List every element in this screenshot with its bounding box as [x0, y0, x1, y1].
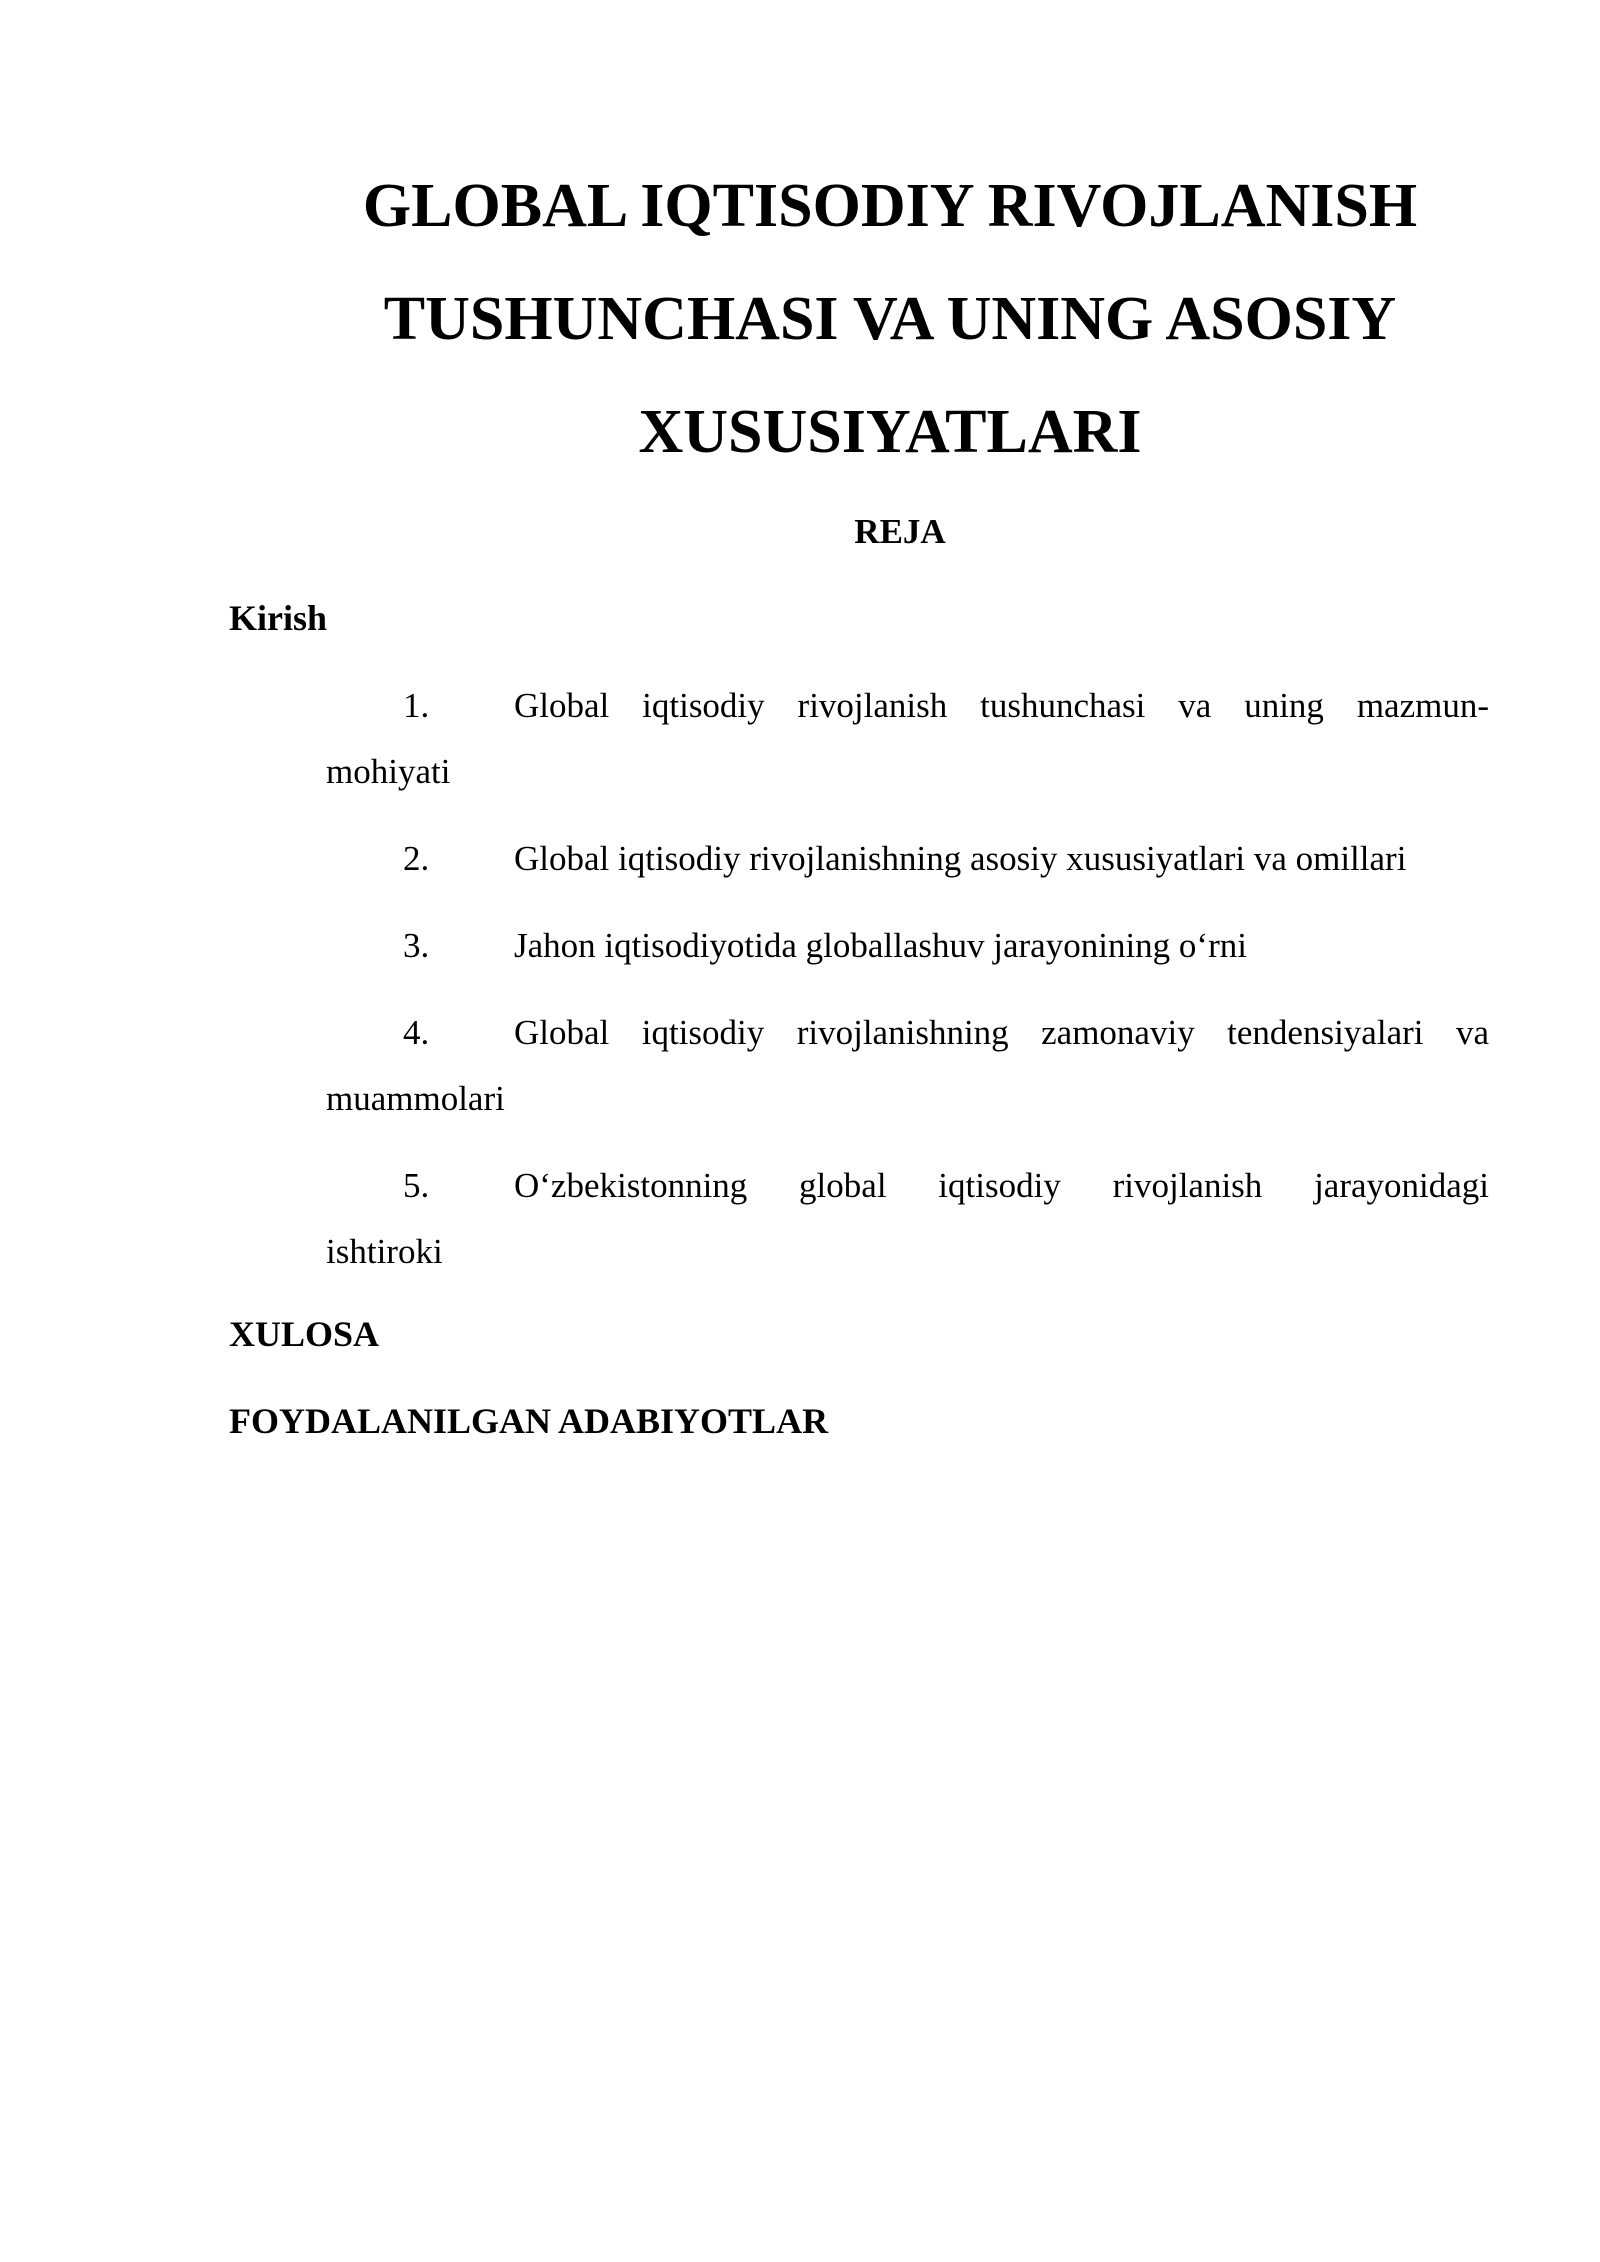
- plan-item-4: [326, 1000, 1489, 1132]
- document-title: [290, 150, 1490, 489]
- plan-item-3: [326, 913, 1489, 979]
- plan-item-text: Jahon iqtisodiyotida globallashuv jarayonining o‘rni: [514, 926, 1247, 965]
- plan-item-number: 3.: [403, 926, 430, 965]
- title-line-3: XUSUSIYATLARI: [638, 398, 1142, 466]
- plan-item-number: 5.: [403, 1166, 430, 1205]
- title-line-2: TUSHUNCHASI VA UNING ASOSIY: [383, 285, 1397, 353]
- plan-item-number: 2.: [403, 839, 430, 878]
- plan-item-2: [326, 826, 1489, 892]
- plan-item-continuation: ishtiroki: [326, 1232, 443, 1271]
- plan-item-text: Global iqtisodiy rivojlanishning zamonaviy tendensiyalari va: [514, 1013, 1489, 1052]
- plan-item-continuation: muammolari: [326, 1079, 505, 1118]
- plan-item-text: O‘zbekistonning global iqtisodiy rivojlanish jarayonidagi: [514, 1166, 1489, 1205]
- plan-item-text: Global iqtisodiy rivojlanishning asosiy xususiyatlari va omillari: [514, 839, 1407, 878]
- plan-item-number: 1.: [403, 686, 430, 725]
- title-line-1: GLOBAL IQTISODIY RIVOJLANISH: [362, 172, 1418, 240]
- intro-heading: Kirish: [229, 598, 328, 638]
- plan-item-text: Global iqtisodiy rivojlanish tushunchasi va uning mazmun-: [514, 686, 1489, 725]
- plan-item-5: [326, 1153, 1489, 1285]
- conclusion-heading: XULOSA: [229, 1314, 380, 1354]
- plan-item-continuation: mohiyati: [326, 752, 451, 791]
- plan-heading: REJA: [854, 512, 946, 551]
- references-heading: FOYDALANILGAN ADABIYOTLAR: [229, 1401, 829, 1441]
- plan-item-1: [326, 673, 1489, 805]
- plan-item-number: 4.: [403, 1013, 430, 1052]
